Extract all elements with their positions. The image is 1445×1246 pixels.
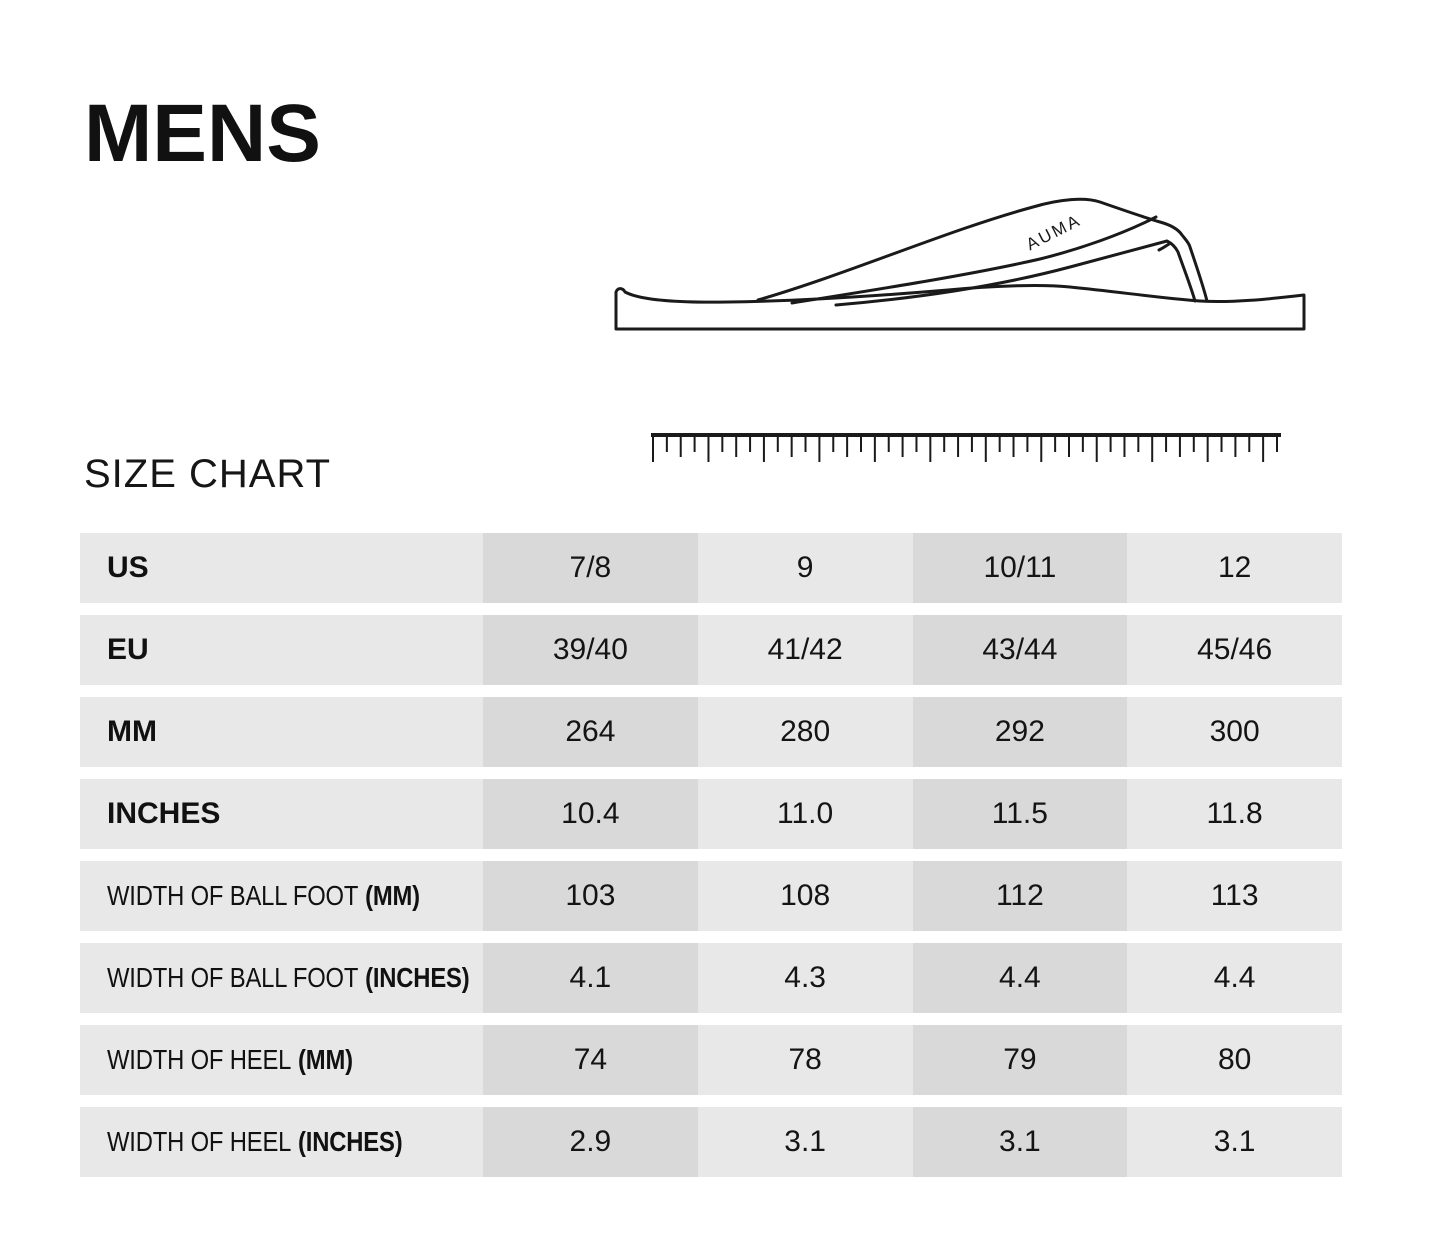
- size-cell: 112: [913, 861, 1128, 931]
- size-row-ball-foot-mm: [80, 861, 1342, 931]
- size-cell: 4.1: [483, 943, 698, 1013]
- size-cell: 280: [780, 715, 831, 748]
- size-cell: 79: [913, 1025, 1128, 1095]
- row-label: [80, 615, 483, 685]
- row-label-text: INCHES: [107, 797, 221, 830]
- row-label: [80, 697, 483, 767]
- strap-fold-notch: [1159, 244, 1169, 250]
- brand-logo-text: AUMA: [1023, 210, 1085, 255]
- ruler-graphic: [650, 432, 1282, 466]
- size-cell: 74: [483, 1025, 698, 1095]
- row-label-text: WIDTH OF BALL FOOT: [107, 962, 359, 993]
- size-table: [80, 533, 1342, 1189]
- size-cell: 4.4: [1213, 961, 1256, 994]
- page-title: MENS: [84, 87, 321, 179]
- sole-outline: [616, 286, 1304, 329]
- size-cell: 11.5: [913, 779, 1128, 849]
- size-cell: 10.4: [483, 779, 698, 849]
- size-cell: 43/44: [913, 615, 1128, 685]
- row-label: [80, 861, 483, 931]
- size-cell: 11.8: [1206, 797, 1263, 830]
- size-cell: 2.9: [483, 1107, 698, 1177]
- size-cell: 39/40: [483, 615, 698, 685]
- size-row-eu: [80, 615, 1342, 685]
- size-cell: 7/8: [483, 533, 698, 603]
- ruler-drawing: [650, 432, 1282, 466]
- row-label: [80, 779, 483, 849]
- size-cell: 300: [1209, 715, 1260, 748]
- size-cell: 103: [483, 861, 698, 931]
- row-label-text: MM: [107, 715, 157, 748]
- size-cell: 3.1: [784, 1125, 826, 1158]
- row-label-text: WIDTH OF BALL FOOT: [107, 880, 359, 911]
- size-cell: 10/11: [913, 533, 1128, 603]
- size-row-ball-foot-inches: [80, 943, 1342, 1013]
- size-cell: 78: [788, 1043, 822, 1076]
- size-row-heel-mm: [80, 1025, 1342, 1095]
- size-cell: 41/42: [767, 633, 843, 666]
- row-label-suffix: (INCHES): [298, 1126, 403, 1157]
- size-cell: 9: [796, 551, 814, 584]
- row-label: [80, 1025, 483, 1095]
- size-cell: 3.1: [913, 1107, 1128, 1177]
- row-label-text: WIDTH OF HEEL: [107, 1044, 292, 1075]
- size-cell: 4.4: [913, 943, 1128, 1013]
- size-cell: 4.3: [784, 961, 826, 994]
- flipflop-illustration: [608, 188, 1314, 336]
- size-cell: 80: [1217, 1043, 1252, 1076]
- size-chart-heading: SIZE CHART: [84, 452, 332, 497]
- row-label-suffix: (INCHES): [365, 962, 470, 993]
- row-label: [80, 1107, 483, 1177]
- size-cell: 3.1: [1213, 1125, 1256, 1158]
- size-cell: 108: [780, 879, 831, 912]
- row-label-suffix: (MM): [298, 1044, 353, 1075]
- size-cell: 12: [1217, 551, 1252, 584]
- flipflop-drawing: [608, 188, 1314, 336]
- size-cell: 45/46: [1197, 633, 1273, 666]
- row-label-suffix: (MM): [365, 880, 420, 911]
- size-row-inches: [80, 779, 1342, 849]
- size-cell: 113: [1210, 879, 1259, 912]
- row-label-text: US: [107, 551, 149, 584]
- size-cell: 264: [483, 697, 698, 767]
- size-row-mm: [80, 697, 1342, 767]
- size-row-heel-inches: [80, 1107, 1342, 1177]
- ruler-ticks: [653, 436, 1277, 462]
- row-label-text: WIDTH OF HEEL: [107, 1126, 292, 1157]
- size-cell: 11.0: [777, 797, 834, 830]
- row-label: [80, 533, 483, 603]
- row-label-text: EU: [107, 633, 149, 666]
- row-label: [80, 943, 483, 1013]
- size-cell: 292: [913, 697, 1128, 767]
- size-row-us: [80, 533, 1342, 603]
